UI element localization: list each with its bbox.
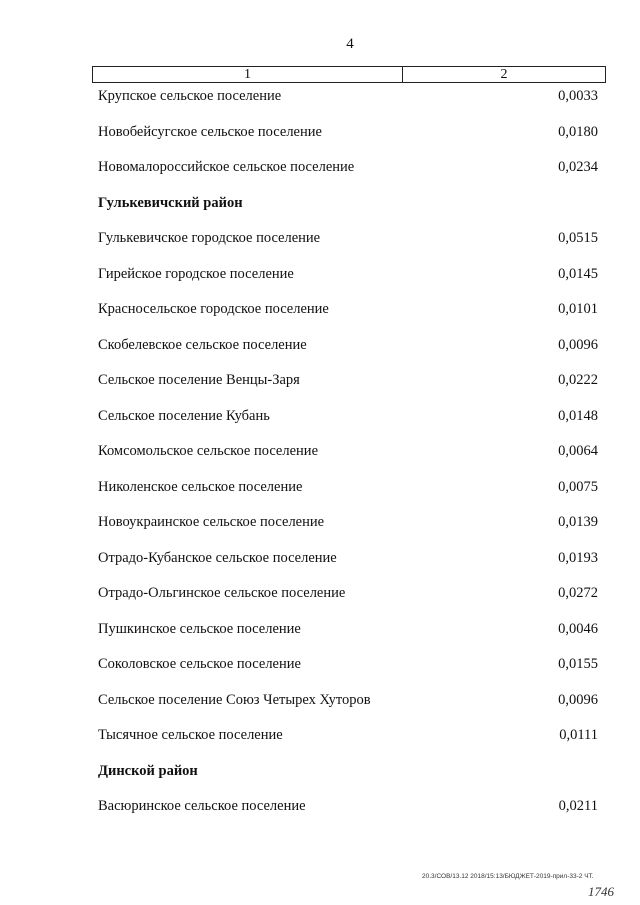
settlement-name: Красносельское городское поселение (98, 301, 329, 317)
settlement-name: Васюринское сельское поселение (98, 798, 306, 814)
coefficient-value: 0,0075 (558, 478, 598, 495)
district-heading (0, 763, 640, 799)
table-row (0, 656, 640, 692)
table-row (0, 727, 640, 763)
coefficient-value: 0,0211 (558, 798, 598, 814)
coefficient-value: 0,0064 (558, 443, 598, 459)
settlement-name: Отрадо-Кубанское сельское поселение (98, 549, 337, 566)
coefficient-value: 0,0096 (558, 691, 598, 708)
settlement-name: Соколовское сельское поселение (98, 656, 301, 672)
coefficient-value: 0,0111 (559, 727, 598, 743)
table-row (0, 621, 640, 657)
settlement-name: Гирейское городское поселение (98, 265, 294, 282)
settlement-name: Новомалороссийское сельское поселение (98, 159, 355, 175)
table-row (0, 479, 640, 515)
coefficient-value: 0,0096 (558, 336, 598, 353)
district-name: Гулькевичский район (98, 194, 243, 211)
coefficient-value: 0,0193 (558, 549, 598, 566)
table-row (0, 443, 640, 479)
settlement-name: Гулькевичское городское поселение (98, 230, 321, 246)
settlement-name: Крупское сельское поселение (98, 88, 282, 104)
settlement-name: Комсомольское сельское поселение (98, 443, 318, 459)
table-row (0, 88, 640, 124)
coefficient-value: 0,0234 (558, 159, 598, 175)
table-header (92, 66, 606, 83)
settlement-name: Отрадо-Ольгинское сельское поселение (98, 585, 346, 601)
settlement-name: Сельское поселение Кубань (98, 407, 270, 424)
table-row (0, 372, 640, 408)
coefficient-value: 0,0155 (558, 656, 598, 672)
district-heading (0, 195, 640, 231)
settlement-name: Новобейсугское сельское поселение (98, 123, 322, 140)
coefficient-value: 0,0139 (558, 514, 598, 530)
coefficient-value: 0,0272 (558, 585, 598, 601)
table-row (0, 337, 640, 373)
page-number: 4 (346, 36, 354, 52)
settlement-name: Сельское поселение Союз Четырех Хуторов (98, 691, 371, 708)
settlement-list (0, 88, 640, 834)
settlement-name: Скобелевское сельское поселение (98, 336, 307, 353)
settlement-name: Пушкинское сельское поселение (98, 620, 301, 637)
table-row (0, 301, 640, 337)
table-row (0, 692, 640, 728)
settlement-name: Тысячное сельское поселение (98, 727, 283, 743)
coefficient-value: 0,0222 (558, 372, 598, 388)
coefficient-value: 0,0101 (558, 301, 598, 317)
table-row (0, 159, 640, 195)
table-row (0, 408, 640, 444)
coefficient-value: 0,0033 (558, 88, 598, 104)
table-row (0, 514, 640, 550)
table-row (0, 230, 640, 266)
settlement-name: Новоукраинское сельское поселение (98, 514, 325, 530)
settlement-name: Николенское сельское поселение (98, 478, 303, 495)
coefficient-value: 0,0148 (558, 407, 598, 424)
table-row (0, 585, 640, 621)
coefficient-value: 0,0515 (558, 230, 598, 246)
district-name: Динской район (98, 762, 198, 779)
table-header-col1: 1 (93, 67, 403, 82)
coefficient-value: 0,0180 (558, 123, 598, 140)
table-row (0, 124, 640, 160)
footer-stamp: 20.3/СОВ/13.12 2018/15:13/БЮДЖЕТ-2019-прил-33-2 ЧТ. (422, 873, 594, 880)
handwritten-note: 1746 (588, 884, 614, 899)
table-row (0, 266, 640, 302)
table-row (0, 798, 640, 834)
coefficient-value: 0,0145 (558, 265, 598, 282)
table-header-col2: 2 (500, 67, 508, 82)
settlement-name: Сельское поселение Венцы-Заря (98, 372, 300, 388)
coefficient-value: 0,0046 (558, 620, 598, 637)
table-row (0, 550, 640, 586)
